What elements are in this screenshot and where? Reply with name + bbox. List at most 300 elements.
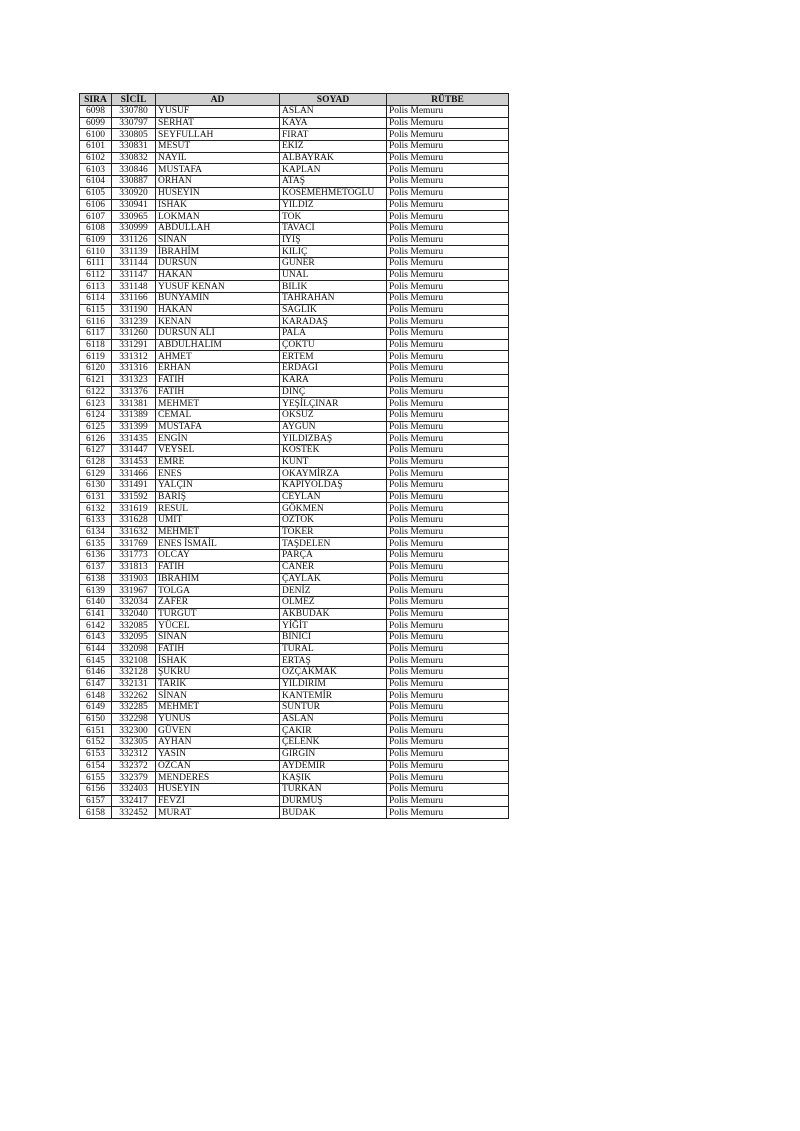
cell-ad: TOLGA — [156, 585, 280, 597]
cell-rutbe: Polis Memuru — [387, 456, 509, 468]
cell-sira: 6144 — [80, 643, 112, 655]
cell-rutbe: Polis Memuru — [387, 713, 509, 725]
cell-ad: AHMET — [156, 351, 280, 363]
table-row — [80, 421, 509, 433]
table-row — [80, 643, 509, 655]
cell-sicil: 331260 — [112, 328, 156, 340]
cell-sira: 6116 — [80, 316, 112, 328]
cell-ad: ÜMİT — [156, 515, 280, 527]
cell-ad: ENES — [156, 468, 280, 480]
cell-sira: 6140 — [80, 596, 112, 608]
table-row — [80, 538, 509, 550]
cell-sira: 6141 — [80, 608, 112, 620]
cell-soyad: ÜNAL — [280, 269, 387, 281]
cell-ad: ŞÜKRÜ — [156, 667, 280, 679]
table-row — [80, 304, 509, 316]
cell-sira: 6152 — [80, 737, 112, 749]
cell-sira: 6145 — [80, 655, 112, 667]
cell-sicil: 331967 — [112, 585, 156, 597]
table-row — [80, 106, 509, 118]
cell-ad: SEYFULLAH — [156, 129, 280, 141]
cell-ad: FATİH — [156, 643, 280, 655]
cell-soyad: AKBUDAK — [280, 608, 387, 620]
cell-soyad: ÖZTOK — [280, 515, 387, 527]
cell-sira: 6136 — [80, 550, 112, 562]
cell-sira: 6100 — [80, 129, 112, 141]
table-row — [80, 199, 509, 211]
cell-sira: 6125 — [80, 421, 112, 433]
cell-sira: 6158 — [80, 807, 112, 819]
cell-sicil: 332262 — [112, 690, 156, 702]
cell-sira: 6123 — [80, 398, 112, 410]
cell-rutbe: Polis Memuru — [387, 316, 509, 328]
cell-sicil: 331491 — [112, 480, 156, 492]
cell-rutbe: Polis Memuru — [387, 608, 509, 620]
cell-ad: MUSTAFA — [156, 421, 280, 433]
cell-sicil: 330920 — [112, 187, 156, 199]
cell-ad: İSHAK — [156, 655, 280, 667]
cell-ad: HÜSEYİN — [156, 187, 280, 199]
cell-soyad: KAPIYOLDAŞ — [280, 480, 387, 492]
cell-ad: ABDULLAH — [156, 222, 280, 234]
cell-ad: TURGUT — [156, 608, 280, 620]
cell-sira: 6108 — [80, 222, 112, 234]
cell-ad: SERHAT — [156, 117, 280, 129]
header-row — [80, 94, 509, 106]
cell-rutbe: Polis Memuru — [387, 409, 509, 421]
cell-soyad: TURAL — [280, 643, 387, 655]
table-row — [80, 526, 509, 538]
table-row — [80, 561, 509, 573]
table-row — [80, 374, 509, 386]
table-row — [80, 690, 509, 702]
table-row — [80, 129, 509, 141]
cell-ad: MURAT — [156, 807, 280, 819]
cell-rutbe: Polis Memuru — [387, 561, 509, 573]
table-row — [80, 503, 509, 515]
cell-soyad: TÜRKAN — [280, 783, 387, 795]
table-row — [80, 117, 509, 129]
cell-sicil: 330805 — [112, 129, 156, 141]
cell-ad: ORHAN — [156, 176, 280, 188]
cell-sira: 6151 — [80, 725, 112, 737]
cell-soyad: DİNÇ — [280, 386, 387, 398]
cell-sicil: 331769 — [112, 538, 156, 550]
cell-ad: YUNUS — [156, 713, 280, 725]
cell-ad: MENDERES — [156, 772, 280, 784]
cell-rutbe: Polis Memuru — [387, 480, 509, 492]
cell-rutbe: Polis Memuru — [387, 620, 509, 632]
cell-sicil: 332417 — [112, 795, 156, 807]
cell-soyad: ÖZÇAKMAK — [280, 667, 387, 679]
cell-soyad: PARÇA — [280, 550, 387, 562]
cell-rutbe: Polis Memuru — [387, 667, 509, 679]
cell-soyad: ASLAN — [280, 106, 387, 118]
cell-ad: YÜCEL — [156, 620, 280, 632]
table-row — [80, 339, 509, 351]
cell-soyad: KAYA — [280, 117, 387, 129]
cell-sira: 6114 — [80, 293, 112, 305]
cell-sicil: 332298 — [112, 713, 156, 725]
table-row — [80, 269, 509, 281]
cell-rutbe: Polis Memuru — [387, 643, 509, 655]
table-row — [80, 187, 509, 199]
cell-sicil: 332034 — [112, 596, 156, 608]
cell-rutbe: Polis Memuru — [387, 211, 509, 223]
cell-sicil: 330797 — [112, 117, 156, 129]
cell-sicil: 331239 — [112, 316, 156, 328]
cell-sicil: 331619 — [112, 503, 156, 515]
cell-soyad: SAĞLIK — [280, 304, 387, 316]
cell-sicil: 331376 — [112, 386, 156, 398]
cell-ad: FEVZİ — [156, 795, 280, 807]
cell-ad: RESUL — [156, 503, 280, 515]
cell-sicil: 330965 — [112, 211, 156, 223]
table-row — [80, 480, 509, 492]
cell-ad: YUSUF — [156, 106, 280, 118]
cell-soyad: GÜNER — [280, 257, 387, 269]
cell-sira: 6122 — [80, 386, 112, 398]
table-row — [80, 573, 509, 585]
cell-sicil: 331144 — [112, 257, 156, 269]
cell-rutbe: Polis Memuru — [387, 678, 509, 690]
cell-rutbe: Polis Memuru — [387, 772, 509, 784]
cell-sicil: 331389 — [112, 409, 156, 421]
cell-rutbe: Polis Memuru — [387, 141, 509, 153]
cell-sicil: 332300 — [112, 725, 156, 737]
cell-ad: EMRE — [156, 456, 280, 468]
cell-sicil: 331148 — [112, 281, 156, 293]
cell-soyad: ÇOKTU — [280, 339, 387, 351]
cell-soyad: TOK — [280, 211, 387, 223]
cell-rutbe: Polis Memuru — [387, 293, 509, 305]
cell-sicil: 330887 — [112, 176, 156, 188]
table-row — [80, 164, 509, 176]
cell-rutbe: Polis Memuru — [387, 106, 509, 118]
cell-soyad: DENİZ — [280, 585, 387, 597]
cell-soyad: TOKER — [280, 526, 387, 538]
cell-sira: 6128 — [80, 456, 112, 468]
cell-soyad: CANER — [280, 561, 387, 573]
cell-ad: GÜVEN — [156, 725, 280, 737]
cell-soyad: KAŞIK — [280, 772, 387, 784]
table-row — [80, 772, 509, 784]
cell-sicil: 331435 — [112, 433, 156, 445]
cell-sira: 6127 — [80, 444, 112, 456]
table-row — [80, 468, 509, 480]
cell-soyad: EKİZ — [280, 141, 387, 153]
cell-rutbe: Polis Memuru — [387, 585, 509, 597]
cell-rutbe: Polis Memuru — [387, 351, 509, 363]
cell-ad: FATİH — [156, 561, 280, 573]
cell-sira: 6110 — [80, 246, 112, 258]
cell-sicil: 331381 — [112, 398, 156, 410]
cell-sira: 6106 — [80, 199, 112, 211]
cell-soyad: ÇELENK — [280, 737, 387, 749]
cell-rutbe: Polis Memuru — [387, 222, 509, 234]
cell-sicil: 331190 — [112, 304, 156, 316]
cell-rutbe: Polis Memuru — [387, 433, 509, 445]
table-row — [80, 795, 509, 807]
table-row — [80, 678, 509, 690]
cell-ad: ENES İSMAİL — [156, 538, 280, 550]
cell-soyad: YILDIZBAŞ — [280, 433, 387, 445]
cell-soyad: ERTAŞ — [280, 655, 387, 667]
cell-rutbe: Polis Memuru — [387, 444, 509, 456]
cell-ad: ENGİN — [156, 433, 280, 445]
cell-ad: ZAFER — [156, 596, 280, 608]
cell-sira: 6099 — [80, 117, 112, 129]
table-row — [80, 386, 509, 398]
cell-sicil: 331147 — [112, 269, 156, 281]
table-row — [80, 631, 509, 643]
table-row — [80, 398, 509, 410]
cell-sicil: 330832 — [112, 152, 156, 164]
cell-ad: SİNAN — [156, 234, 280, 246]
cell-sira: 6154 — [80, 760, 112, 772]
cell-rutbe: Polis Memuru — [387, 702, 509, 714]
cell-rutbe: Polis Memuru — [387, 468, 509, 480]
table-row — [80, 667, 509, 679]
cell-rutbe: Polis Memuru — [387, 386, 509, 398]
cell-soyad: ATAŞ — [280, 176, 387, 188]
table-row — [80, 620, 509, 632]
cell-sicil: 332085 — [112, 620, 156, 632]
cell-ad: BÜNYAMİN — [156, 293, 280, 305]
cell-sicil: 332128 — [112, 667, 156, 679]
cell-rutbe: Polis Memuru — [387, 596, 509, 608]
cell-ad: OLCAY — [156, 550, 280, 562]
cell-soyad: FIRAT — [280, 129, 387, 141]
cell-soyad: ALBAYRAK — [280, 152, 387, 164]
cell-sicil: 332095 — [112, 631, 156, 643]
cell-sira: 6112 — [80, 269, 112, 281]
cell-rutbe: Polis Memuru — [387, 631, 509, 643]
cell-sira: 6124 — [80, 409, 112, 421]
cell-soyad: KUNT — [280, 456, 387, 468]
cell-soyad: ERTEM — [280, 351, 387, 363]
cell-sira: 6118 — [80, 339, 112, 351]
table-row — [80, 725, 509, 737]
cell-sicil: 332312 — [112, 748, 156, 760]
personnel-table — [79, 93, 509, 819]
cell-sira: 6132 — [80, 503, 112, 515]
cell-soyad: AYDEMİR — [280, 760, 387, 772]
cell-sicil: 332452 — [112, 807, 156, 819]
cell-sicil: 331399 — [112, 421, 156, 433]
cell-rutbe: Polis Memuru — [387, 573, 509, 585]
cell-sicil: 332305 — [112, 737, 156, 749]
cell-sira: 6111 — [80, 257, 112, 269]
cell-sira: 6157 — [80, 795, 112, 807]
cell-sira: 6131 — [80, 491, 112, 503]
cell-soyad: ÇAYLAK — [280, 573, 387, 585]
cell-sira: 6107 — [80, 211, 112, 223]
table-row — [80, 351, 509, 363]
cell-rutbe: Polis Memuru — [387, 807, 509, 819]
cell-soyad: SUNTUR — [280, 702, 387, 714]
cell-rutbe: Polis Memuru — [387, 328, 509, 340]
cell-ad: CEMAL — [156, 409, 280, 421]
cell-ad: HÜSEYİN — [156, 783, 280, 795]
cell-sira: 6119 — [80, 351, 112, 363]
table-row — [80, 748, 509, 760]
cell-soyad: KARADAŞ — [280, 316, 387, 328]
cell-sicil: 331316 — [112, 363, 156, 375]
cell-rutbe: Polis Memuru — [387, 117, 509, 129]
table-row — [80, 585, 509, 597]
cell-ad: YUSUF KENAN — [156, 281, 280, 293]
cell-soyad: ÇAKIR — [280, 725, 387, 737]
cell-rutbe: Polis Memuru — [387, 398, 509, 410]
cell-sira: 6103 — [80, 164, 112, 176]
cell-ad: YASİN — [156, 748, 280, 760]
table-row — [80, 596, 509, 608]
cell-rutbe: Polis Memuru — [387, 304, 509, 316]
cell-ad: MEHMET — [156, 398, 280, 410]
table-header — [80, 94, 509, 106]
cell-soyad: CEYLAN — [280, 491, 387, 503]
header-sicil: SİCİL — [112, 94, 156, 106]
cell-sira: 6130 — [80, 480, 112, 492]
cell-soyad: KILIÇ — [280, 246, 387, 258]
cell-ad: FATİH — [156, 374, 280, 386]
cell-ad: BARIŞ — [156, 491, 280, 503]
table-row — [80, 760, 509, 772]
cell-ad: MUSTAFA — [156, 164, 280, 176]
table-row — [80, 433, 509, 445]
cell-rutbe: Polis Memuru — [387, 491, 509, 503]
cell-rutbe: Polis Memuru — [387, 737, 509, 749]
table-row — [80, 316, 509, 328]
cell-soyad: DURMUŞ — [280, 795, 387, 807]
cell-rutbe: Polis Memuru — [387, 538, 509, 550]
cell-sicil: 331126 — [112, 234, 156, 246]
cell-ad: KENAN — [156, 316, 280, 328]
cell-sira: 6104 — [80, 176, 112, 188]
cell-sira: 6105 — [80, 187, 112, 199]
cell-ad: AYHAN — [156, 737, 280, 749]
cell-sicil: 332108 — [112, 655, 156, 667]
cell-soyad: TAVACI — [280, 222, 387, 234]
cell-soyad: BİNİCİ — [280, 631, 387, 643]
cell-rutbe: Polis Memuru — [387, 176, 509, 188]
cell-sicil: 331447 — [112, 444, 156, 456]
cell-sira: 6135 — [80, 538, 112, 550]
cell-soyad: TAŞDELEN — [280, 538, 387, 550]
cell-sicil: 331466 — [112, 468, 156, 480]
cell-rutbe: Polis Memuru — [387, 129, 509, 141]
cell-ad: SİNAN — [156, 631, 280, 643]
cell-ad: SİNAN — [156, 690, 280, 702]
header-ad: AD — [156, 94, 280, 106]
cell-sira: 6139 — [80, 585, 112, 597]
table-row — [80, 246, 509, 258]
cell-sira: 6115 — [80, 304, 112, 316]
cell-sira: 6129 — [80, 468, 112, 480]
table-row — [80, 222, 509, 234]
cell-ad: MEHMET — [156, 526, 280, 538]
cell-soyad: ÖLMEZ — [280, 596, 387, 608]
cell-soyad: ÖKSÜZ — [280, 409, 387, 421]
cell-soyad: YEŞİLÇINAR — [280, 398, 387, 410]
table-row — [80, 456, 509, 468]
cell-sira: 6153 — [80, 748, 112, 760]
table-row — [80, 807, 509, 819]
table-row — [80, 444, 509, 456]
cell-sicil: 331291 — [112, 339, 156, 351]
table-row — [80, 363, 509, 375]
cell-sicil: 331453 — [112, 456, 156, 468]
cell-rutbe: Polis Memuru — [387, 234, 509, 246]
cell-soyad: TAHRAHAN — [280, 293, 387, 305]
table-row — [80, 713, 509, 725]
cell-ad: LOKMAN — [156, 211, 280, 223]
cell-ad: İBRAHİM — [156, 573, 280, 585]
cell-soyad: PALA — [280, 328, 387, 340]
cell-soyad: YİĞİT — [280, 620, 387, 632]
cell-ad: İBRAHİM — [156, 246, 280, 258]
header-rutbe: RÜTBE — [387, 94, 509, 106]
cell-rutbe: Polis Memuru — [387, 164, 509, 176]
table-row — [80, 702, 509, 714]
cell-sira: 6113 — [80, 281, 112, 293]
cell-sicil: 332131 — [112, 678, 156, 690]
cell-soyad: KÖSTEK — [280, 444, 387, 456]
cell-soyad: ERDAĞI — [280, 363, 387, 375]
cell-rutbe: Polis Memuru — [387, 655, 509, 667]
cell-sicil: 330846 — [112, 164, 156, 176]
cell-sicil: 332098 — [112, 643, 156, 655]
cell-rutbe: Polis Memuru — [387, 550, 509, 562]
table-row — [80, 608, 509, 620]
cell-rutbe: Polis Memuru — [387, 199, 509, 211]
cell-sicil: 331632 — [112, 526, 156, 538]
cell-rutbe: Polis Memuru — [387, 503, 509, 515]
table-row — [80, 550, 509, 562]
cell-soyad: YILDIRIM — [280, 678, 387, 690]
cell-sira: 6138 — [80, 573, 112, 585]
cell-rutbe: Polis Memuru — [387, 152, 509, 164]
cell-soyad: YILDIZ — [280, 199, 387, 211]
cell-rutbe: Polis Memuru — [387, 257, 509, 269]
table-row — [80, 234, 509, 246]
cell-ad: HAKAN — [156, 304, 280, 316]
cell-rutbe: Polis Memuru — [387, 281, 509, 293]
cell-sira: 6156 — [80, 783, 112, 795]
table-row — [80, 281, 509, 293]
table-row — [80, 655, 509, 667]
cell-soyad: BUDAK — [280, 807, 387, 819]
cell-rutbe: Polis Memuru — [387, 339, 509, 351]
header-soyad: SOYAD — [280, 94, 387, 106]
cell-sira: 6117 — [80, 328, 112, 340]
cell-sira: 6133 — [80, 515, 112, 527]
cell-sira: 6148 — [80, 690, 112, 702]
cell-sicil: 331903 — [112, 573, 156, 585]
cell-rutbe: Polis Memuru — [387, 725, 509, 737]
table-body — [80, 106, 509, 819]
cell-ad: DURSUN ALİ — [156, 328, 280, 340]
cell-rutbe: Polis Memuru — [387, 760, 509, 772]
cell-sicil: 331166 — [112, 293, 156, 305]
cell-ad: ABDULHALİM — [156, 339, 280, 351]
cell-sira: 6142 — [80, 620, 112, 632]
table-row — [80, 257, 509, 269]
cell-sira: 6134 — [80, 526, 112, 538]
cell-sicil: 331323 — [112, 374, 156, 386]
cell-ad: DURSUN — [156, 257, 280, 269]
